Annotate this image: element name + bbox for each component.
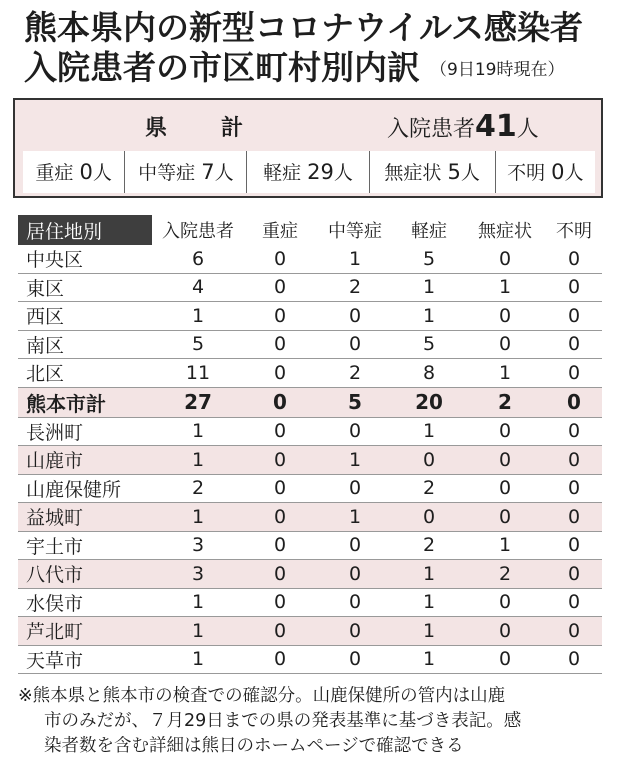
table-row xyxy=(18,474,602,503)
count-cell: 0 xyxy=(464,617,546,646)
header-asymptomatic: 無症状 xyxy=(478,221,532,242)
count-cell: 0 xyxy=(244,617,316,646)
count-cell: 2 xyxy=(152,474,244,503)
summary-cell-moderate xyxy=(125,151,247,193)
cell-unit: 人 xyxy=(564,162,584,184)
footnote-line-1: ※熊本県と熊本市の検査での確認分。山鹿保健所の管内は山鹿 xyxy=(18,686,506,706)
count-cell: 0 xyxy=(546,588,602,617)
table-row xyxy=(18,645,602,674)
count-cell: 0 xyxy=(464,446,546,475)
table-row xyxy=(18,617,602,646)
cell-value: 29 xyxy=(307,160,334,184)
count-cell: 2 xyxy=(464,560,546,589)
count-cell: 5 xyxy=(316,387,394,417)
count-cell: 27 xyxy=(152,387,244,417)
count-cell: 0 xyxy=(394,446,464,475)
cell-label: 中等症 xyxy=(138,162,196,184)
summary-cell-asymptomatic xyxy=(370,151,496,193)
count-cell: 1 xyxy=(394,560,464,589)
table-row xyxy=(18,302,602,331)
footnote-line-2: 市のみだが、７月29日までの県の発表基準に基づき表記。感 xyxy=(44,711,522,731)
cell-label: 不明 xyxy=(507,162,546,184)
count-cell: 0 xyxy=(244,273,316,302)
count-cell: 0 xyxy=(244,245,316,273)
count-cell: 0 xyxy=(244,531,316,560)
count-cell: 4 xyxy=(152,273,244,302)
count-cell: 1 xyxy=(316,503,394,532)
summary-total xyxy=(387,109,539,144)
summary-cell-severe xyxy=(23,151,125,193)
area-name-cell: 天草市 xyxy=(18,645,152,674)
area-name-cell: 北区 xyxy=(18,359,152,388)
prefecture-summary-box xyxy=(13,98,603,198)
count-cell: 0 xyxy=(464,330,546,359)
table-row xyxy=(18,245,602,273)
summary-cell-unknown xyxy=(496,151,595,193)
area-name-cell: 宇土市 xyxy=(18,531,152,560)
count-cell: 20 xyxy=(394,387,464,417)
count-cell: 11 xyxy=(152,359,244,388)
count-cell: 0 xyxy=(546,446,602,475)
summary-breakdown-row xyxy=(23,151,595,193)
area-name-cell: 山鹿市 xyxy=(18,446,152,475)
count-cell: 0 xyxy=(546,387,602,417)
area-name-cell: 益城町 xyxy=(18,503,152,532)
count-cell: 5 xyxy=(394,245,464,273)
count-cell: 0 xyxy=(464,645,546,674)
count-cell: 1 xyxy=(394,645,464,674)
count-cell: 0 xyxy=(546,245,602,273)
count-cell: 6 xyxy=(152,245,244,273)
count-cell: 0 xyxy=(316,417,394,446)
cell-label: 軽症 xyxy=(263,162,302,184)
count-cell: 0 xyxy=(316,330,394,359)
count-cell: 0 xyxy=(464,302,546,331)
count-cell: 0 xyxy=(546,531,602,560)
table-row xyxy=(18,531,602,560)
cell-unit: 人 xyxy=(92,162,112,184)
header-area: 居住地別 xyxy=(18,215,152,245)
count-cell: 0 xyxy=(464,474,546,503)
count-cell: 1 xyxy=(464,273,546,302)
count-cell: 0 xyxy=(464,417,546,446)
count-cell: 0 xyxy=(316,302,394,331)
header-unknown: 不明 xyxy=(556,221,592,242)
summary-total-suffix: 人 xyxy=(516,117,539,142)
count-cell: 3 xyxy=(152,531,244,560)
count-cell: 0 xyxy=(546,560,602,589)
count-cell: 2 xyxy=(316,359,394,388)
table-row xyxy=(18,273,602,302)
count-cell: 0 xyxy=(244,474,316,503)
count-cell: 0 xyxy=(244,387,316,417)
cell-value: 0 xyxy=(551,160,565,184)
count-cell: 1 xyxy=(152,503,244,532)
table-row xyxy=(18,446,602,475)
municipality-table xyxy=(18,215,602,674)
area-name-cell: 中央区 xyxy=(18,245,152,273)
cell-value: 0 xyxy=(79,160,93,184)
cell-unit: 人 xyxy=(333,162,353,184)
count-cell: 0 xyxy=(394,503,464,532)
table-row xyxy=(18,359,602,388)
area-name-cell: 水俣市 xyxy=(18,588,152,617)
area-name-cell: 西区 xyxy=(18,302,152,331)
count-cell: 0 xyxy=(244,417,316,446)
count-cell: 0 xyxy=(244,330,316,359)
count-cell: 0 xyxy=(316,645,394,674)
count-cell: 0 xyxy=(546,503,602,532)
footnote-line-3: 染者数を含む詳細は熊日のホームページで確認できる xyxy=(44,736,464,756)
table-row xyxy=(18,330,602,359)
count-cell: 0 xyxy=(316,531,394,560)
count-cell: 0 xyxy=(546,617,602,646)
title-line-1: 熊本県内の新型コロナウイルス感染者 xyxy=(24,8,584,47)
count-cell: 0 xyxy=(546,474,602,503)
count-cell: 5 xyxy=(152,330,244,359)
count-cell: 1 xyxy=(152,446,244,475)
count-cell: 1 xyxy=(152,617,244,646)
count-cell: 0 xyxy=(546,645,602,674)
count-cell: 0 xyxy=(546,330,602,359)
count-cell: 1 xyxy=(152,417,244,446)
count-cell: 1 xyxy=(394,302,464,331)
cell-unit: 人 xyxy=(460,162,480,184)
count-cell: 1 xyxy=(152,645,244,674)
page-title xyxy=(24,8,583,90)
count-cell: 8 xyxy=(394,359,464,388)
cell-label: 無症状 xyxy=(384,162,442,184)
summary-total-value: 41 xyxy=(475,109,517,144)
cell-value: 5 xyxy=(447,160,461,184)
count-cell: 1 xyxy=(152,588,244,617)
count-cell: 0 xyxy=(546,302,602,331)
header-severe: 重症 xyxy=(262,221,298,242)
cell-unit: 人 xyxy=(214,162,234,184)
count-cell: 1 xyxy=(316,446,394,475)
count-cell: 0 xyxy=(546,359,602,388)
count-cell: 0 xyxy=(244,302,316,331)
table-header-row xyxy=(18,215,602,245)
area-name-cell: 長洲町 xyxy=(18,417,152,446)
count-cell: 0 xyxy=(244,503,316,532)
table-row xyxy=(18,560,602,589)
count-cell: 2 xyxy=(394,531,464,560)
summary-cell-mild xyxy=(247,151,369,193)
table-row xyxy=(18,503,602,532)
count-cell: 0 xyxy=(316,617,394,646)
title-line-2 xyxy=(24,48,564,90)
header-moderate: 中等症 xyxy=(328,221,382,242)
count-cell: 1 xyxy=(464,359,546,388)
area-name-cell: 八代市 xyxy=(18,560,152,589)
count-cell: 1 xyxy=(316,245,394,273)
count-cell: 0 xyxy=(316,474,394,503)
timestamp-note: （9日19時現在） xyxy=(430,59,565,80)
count-cell: 1 xyxy=(464,531,546,560)
count-cell: 5 xyxy=(394,330,464,359)
count-cell: 0 xyxy=(546,417,602,446)
area-name-cell: 南区 xyxy=(18,330,152,359)
count-cell: 0 xyxy=(464,588,546,617)
count-cell: 0 xyxy=(316,588,394,617)
count-cell: 0 xyxy=(316,560,394,589)
area-name-cell: 東区 xyxy=(18,273,152,302)
area-name-cell: 芦北町 xyxy=(18,617,152,646)
table-row xyxy=(18,387,602,417)
count-cell: 3 xyxy=(152,560,244,589)
cell-value: 7 xyxy=(201,160,215,184)
area-name-cell: 山鹿保健所 xyxy=(18,474,152,503)
count-cell: 2 xyxy=(464,387,546,417)
summary-label: 県 計 xyxy=(145,116,260,141)
table-body xyxy=(18,245,602,674)
footnote xyxy=(18,684,608,759)
count-cell: 1 xyxy=(394,273,464,302)
table-row xyxy=(18,588,602,617)
header-hospitalized: 入院患者 xyxy=(162,221,234,242)
header-mild: 軽症 xyxy=(411,221,447,242)
count-cell: 1 xyxy=(394,617,464,646)
count-cell: 0 xyxy=(464,503,546,532)
count-cell: 1 xyxy=(394,588,464,617)
table-row xyxy=(18,417,602,446)
count-cell: 0 xyxy=(546,273,602,302)
summary-header-row xyxy=(15,100,601,149)
cell-label: 重症 xyxy=(35,162,74,184)
count-cell: 1 xyxy=(152,302,244,331)
count-cell: 0 xyxy=(464,245,546,273)
count-cell: 0 xyxy=(244,446,316,475)
summary-total-prefix: 入院患者 xyxy=(387,117,476,142)
count-cell: 0 xyxy=(244,560,316,589)
count-cell: 0 xyxy=(244,645,316,674)
area-name-cell: 熊本市計 xyxy=(18,387,152,417)
count-cell: 0 xyxy=(244,359,316,388)
title-line-2-text: 入院患者の市区町村別内訳 xyxy=(24,48,420,87)
count-cell: 0 xyxy=(244,588,316,617)
count-cell: 2 xyxy=(316,273,394,302)
count-cell: 2 xyxy=(394,474,464,503)
count-cell: 1 xyxy=(394,417,464,446)
